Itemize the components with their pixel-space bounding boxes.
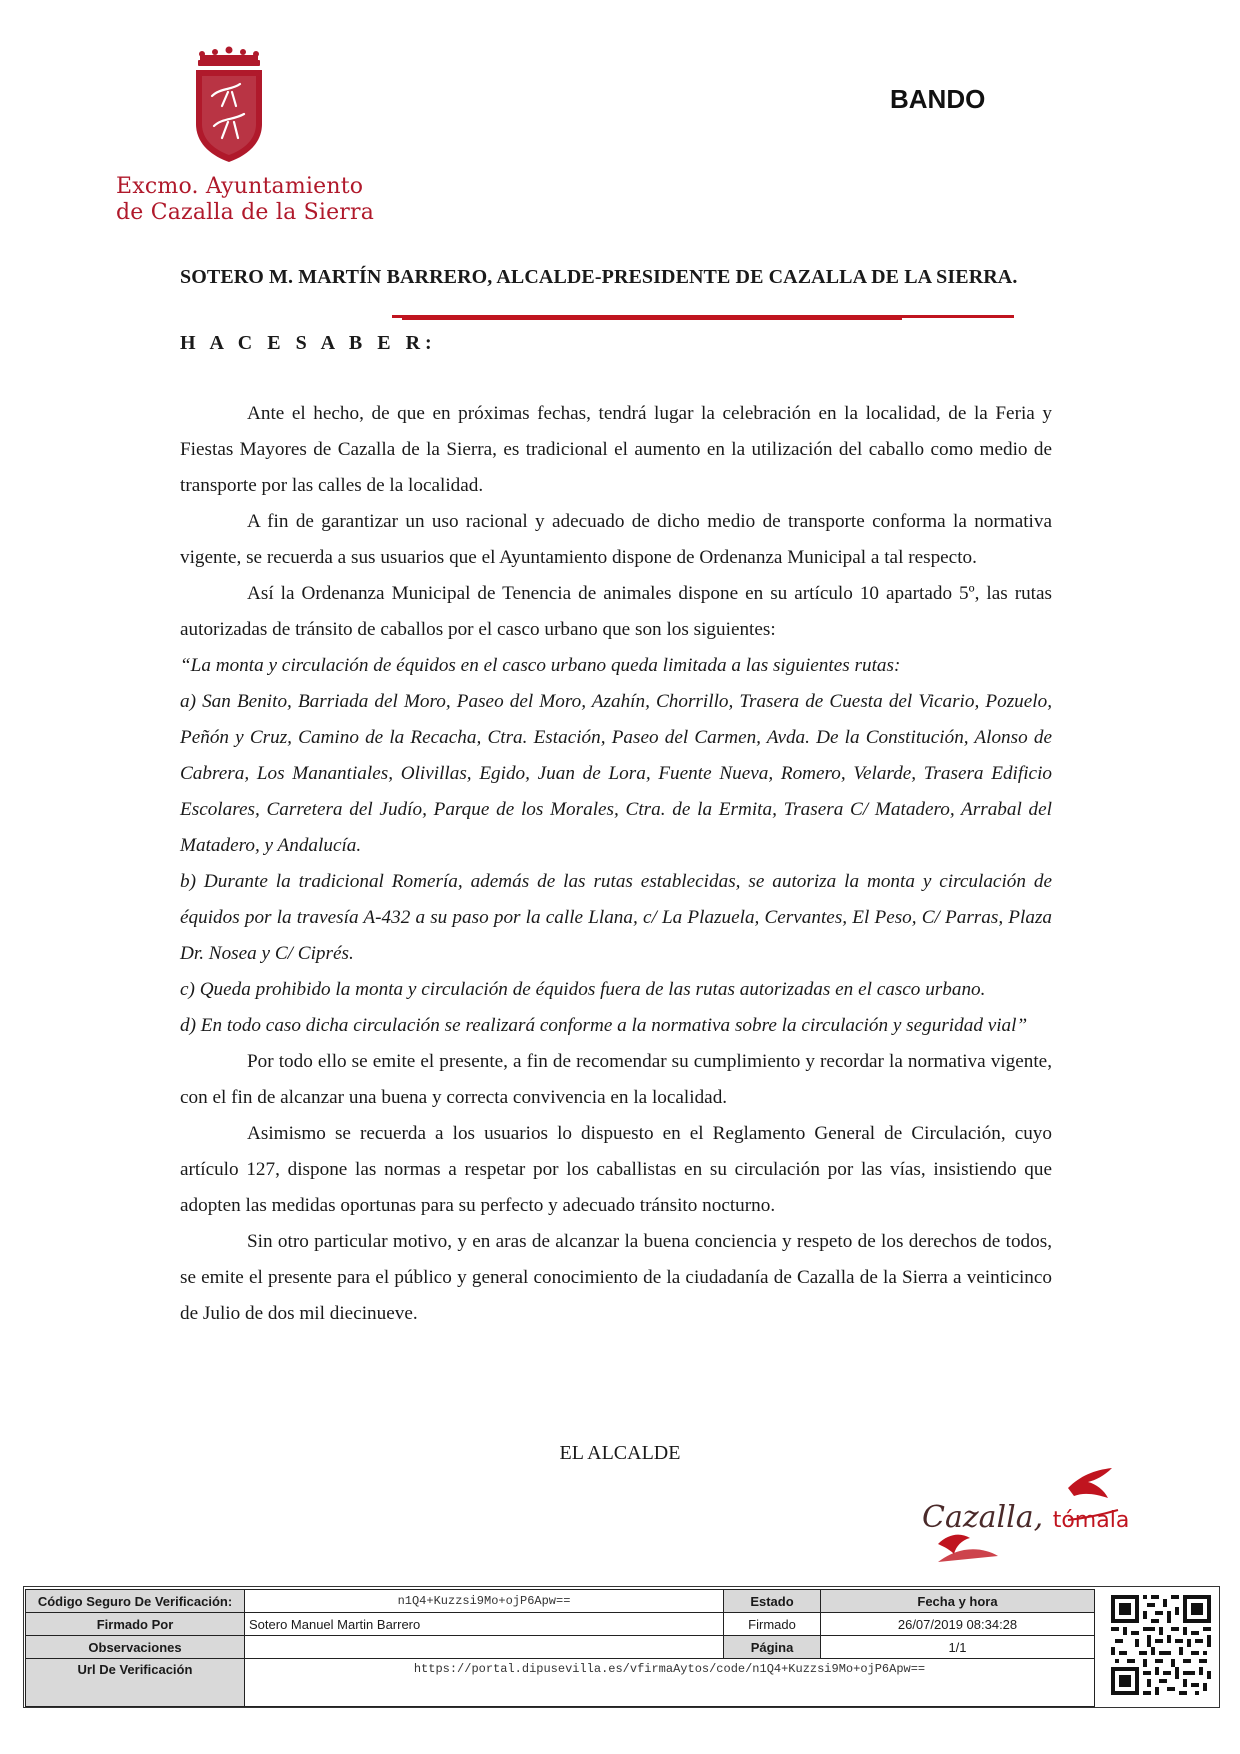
heading-underline-secondary xyxy=(402,318,902,320)
pagina-label: Página xyxy=(724,1636,821,1659)
paragraph: Así la Ordenanza Municipal de Tenencia de animales dispone en su artículo 10 apartado 5º, las rutas autorizadas de tránsito de caballos por el casco urbano que son los siguientes: xyxy=(180,583,1052,640)
signer-title: EL ALCALDE xyxy=(559,1442,681,1464)
org-name-line1: Excmo. Ayuntamiento xyxy=(116,174,364,199)
fecha-value: 26/07/2019 08:34:28 xyxy=(821,1613,1095,1636)
brand-name: Cazalla, xyxy=(922,1500,1044,1535)
ordinance-item-a: a) San Benito, Barriada del Moro, Paseo del Moro, Azahín, Chorrillo, Trasera de Cuesta del Vicario, Pozuelo, Peñón y Cruz, Camino de la Recacha, Ctra. Estación, Paseo del Carmen, Avda. De la Constitución, Alonso de Cabrera, Los Manantiales, Olivillas, Egido, Juan de Lora, Fuente Nueva, Romero, Velarde, Trasera Edificio Escolares, Carretera del Judío, Parque de los Morales, Ctra. de la Ermita, Trasera C/ Matadero, Arrabal del Matadero, y Andalucía. xyxy=(180,691,1052,856)
verification-url[interactable]: https://portal.dipusevilla.es/vfirmaAytos/code/n1Q4+Kuzzsi9Mo+ojP6Apw== xyxy=(245,1659,1095,1707)
firmado-label: Firmado Por xyxy=(26,1613,245,1636)
document-heading: SOTERO M. MARTÍN BARRERO, ALCALDE-PRESIDENTE DE CAZALLA DE LA SIERRA. xyxy=(180,266,1018,288)
csv-value: n1Q4+Kuzzsi9Mo+ojP6Apw== xyxy=(245,1590,724,1613)
ordinance-item-d: d) En todo caso dicha circulación se realizará conforme a la normativa sobre la circulación y seguridad vial” xyxy=(180,1015,1028,1036)
tourism-brand-logo xyxy=(918,1466,1138,1566)
ordinance-item-c: c) Queda prohibido la monta y circulación de équidos fuera de las rutas autorizadas en el casco urbano. xyxy=(180,979,986,1000)
csv-label: Código Seguro De Verificación: xyxy=(26,1590,245,1613)
ordinance-quote: “La monta y circulación de équidos en el casco urbano queda limitada a las siguientes rutas: xyxy=(180,655,901,676)
paragraph: Por todo ello se emite el presente, a fin de recomendar su cumplimiento y recordar la normativa vigente, con el fin de alcanzar una buena y correcta convivencia en la localidad. xyxy=(180,1051,1052,1108)
estado-value: Firmado xyxy=(724,1613,821,1636)
url-label: Url De Verificación xyxy=(26,1659,245,1707)
ordinance-item-b: b) Durante la tradicional Romería, además de las rutas establecidas, se autoriza la monta y circulación de équidos por la travesía A-432 a su paso por la calle Llana, c/ La Plazuela, Cervantes, El Peso, C/ Parras, Plaza Dr. Nosea y C/ Ciprés. xyxy=(180,871,1052,964)
observaciones-label: Observaciones xyxy=(26,1636,245,1659)
fecha-label: Fecha y hora xyxy=(821,1590,1095,1613)
municipal-logo xyxy=(112,46,375,236)
paragraph: A fin de garantizar un uso racional y adecuado de dicho medio de transporte conforma la normativa vigente, se recuerda a sus usuarios que el Ayuntamiento dispone de Ordenanza Municipal a tal respecto. xyxy=(180,511,1052,568)
pagina-value: 1/1 xyxy=(821,1636,1095,1659)
document-type: BANDO xyxy=(890,84,986,114)
paragraph: Sin otro particular motivo, y en aras de alcanzar la buena conciencia y respeto de los derechos de todos, se emite el presente para el público y general conocimiento de la ciudadanía de Cazalla de la Sierra a veinticinco de Julio de dos mil diecinueve. xyxy=(180,1231,1052,1324)
firmado-value: Sotero Manuel Martin Barrero xyxy=(245,1613,724,1636)
qr-code-icon xyxy=(1111,1595,1211,1695)
brand-wordmark xyxy=(922,1500,1129,1535)
brand-tagline: tómala xyxy=(1052,1508,1130,1533)
coat-of-arms-icon xyxy=(188,46,270,166)
hace-saber-title: H A C E S A B E R: xyxy=(180,332,437,354)
estado-label: Estado xyxy=(724,1590,821,1613)
observaciones-value xyxy=(245,1636,724,1659)
verification-table xyxy=(25,1589,1095,1707)
verification-footer xyxy=(23,1586,1220,1708)
document-body xyxy=(180,396,1052,1332)
paragraph: Asimismo se recuerda a los usuarios lo dispuesto en el Reglamento General de Circulación, cuyo artículo 127, dispone las normas a respetar por los caballistas en su circulación por las vías, insistiendo que adopten las medidas oportunas para su perfecto y adecuado tránsito nocturno. xyxy=(180,1123,1052,1216)
paragraph: Ante el hecho, de que en próximas fechas, tendrá lugar la celebración en la localidad, de la Feria y Fiestas Mayores de Cazalla de la Sierra, es tradicional el aumento en la utilización del caballo como medio de transporte por las calles de la localidad. xyxy=(180,403,1052,496)
org-name-line2: de Cazalla de la Sierra xyxy=(116,200,375,225)
